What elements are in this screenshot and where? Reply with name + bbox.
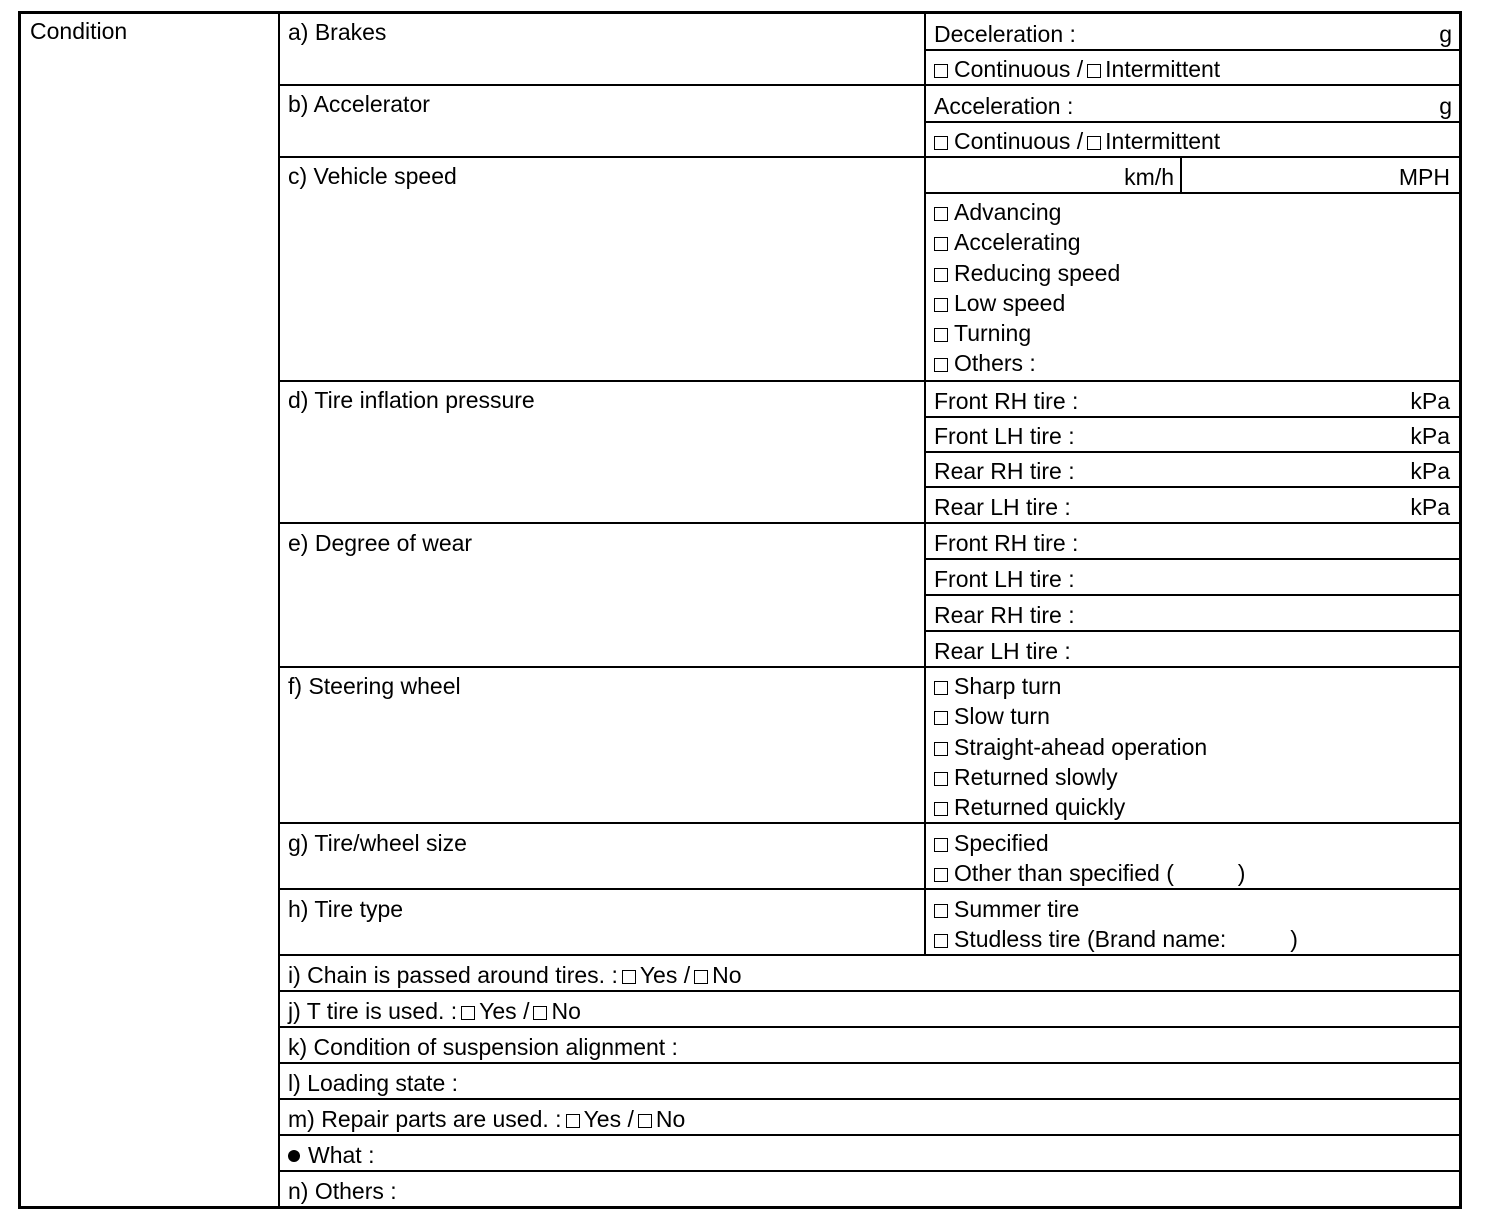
vehicle-speed-options <box>934 199 1120 381</box>
row-divider <box>278 888 1460 890</box>
speed-mph-field[interactable]: MPH <box>1398 164 1450 190</box>
checkbox[interactable] <box>934 904 948 918</box>
option-reducing-speed[interactable] <box>934 260 1120 290</box>
option-low-speed[interactable] <box>934 290 1120 320</box>
checkbox[interactable] <box>934 934 948 948</box>
option-label: Others : <box>954 350 1036 377</box>
sub-row-divider <box>924 49 1460 51</box>
option-label: Turning <box>954 320 1032 347</box>
option-label: Other than specified ( ) <box>954 860 1246 887</box>
t-tire-no-checkbox[interactable] <box>533 1006 547 1020</box>
pressure-unit: kPa <box>1410 494 1450 520</box>
sub-row-divider <box>924 558 1460 560</box>
checkbox[interactable] <box>934 838 948 852</box>
wheel-size-label: g) Tire/wheel size <box>288 830 467 856</box>
checkbox[interactable] <box>934 802 948 816</box>
accelerator-label: b) Accelerator <box>288 91 430 117</box>
repair-yes-checkbox[interactable] <box>566 1114 580 1128</box>
option-returned-slowly[interactable] <box>934 764 1207 794</box>
column-divider <box>278 11 280 1209</box>
checkbox[interactable] <box>934 358 948 372</box>
no-label: No <box>712 962 742 988</box>
pressure-unit: kPa <box>1410 423 1450 449</box>
intermittent-label: Intermittent <box>1105 128 1221 154</box>
option-label: Sharp turn <box>954 673 1062 699</box>
checkbox[interactable] <box>934 268 948 282</box>
option-advancing[interactable] <box>934 199 1120 229</box>
pressure-rear-lh[interactable]: Rear LH tire : <box>934 494 1071 520</box>
option-label: Advancing <box>954 199 1062 225</box>
intermittent-label: Intermittent <box>1105 56 1221 82</box>
no-label: No <box>655 1106 686 1132</box>
continuous-checkbox[interactable] <box>934 136 948 150</box>
t-tire-row <box>288 998 581 1024</box>
row-divider <box>278 1026 1460 1028</box>
row-divider <box>278 380 1460 382</box>
sub-row-divider <box>924 121 1460 123</box>
checkbox[interactable] <box>934 237 948 251</box>
vehicle-speed-label: c) Vehicle speed <box>288 163 457 189</box>
yes-label: Yes / <box>639 962 691 988</box>
brakes-label: a) Brakes <box>288 19 387 45</box>
no-label: No <box>551 998 581 1024</box>
acceleration-label: Acceleration : <box>934 93 1074 119</box>
row-divider <box>278 666 1460 668</box>
steering-label: f) Steering wheel <box>288 673 461 699</box>
repair-row <box>288 1106 685 1132</box>
option-others[interactable] <box>934 350 1120 380</box>
checkbox[interactable] <box>934 207 948 221</box>
loading-state-field[interactable]: l) Loading state : <box>288 1070 459 1096</box>
tire-type-label: h) Tire type <box>288 896 404 922</box>
option-label: Straight-ahead operation <box>954 733 1208 760</box>
row-divider <box>278 990 1460 992</box>
option-label: Returned slowly <box>954 763 1118 790</box>
column-divider <box>924 11 926 955</box>
chain-row <box>288 962 742 988</box>
option-summer-tire[interactable] <box>934 896 1298 926</box>
checkbox[interactable] <box>934 681 948 695</box>
option-specified[interactable] <box>934 830 1245 860</box>
option-label: Low speed <box>954 289 1066 316</box>
t-tire-yes-checkbox[interactable] <box>461 1006 475 1020</box>
continuous-checkbox[interactable] <box>934 64 948 78</box>
what-label: What : <box>308 1142 375 1168</box>
intermittent-checkbox[interactable] <box>1087 64 1101 78</box>
option-label: Reducing speed <box>954 259 1121 286</box>
intermittent-checkbox[interactable] <box>1087 136 1101 150</box>
acceleration-unit: g <box>1439 93 1452 119</box>
option-accelerating[interactable] <box>934 229 1120 259</box>
condition-label: Condition <box>30 18 128 44</box>
checkbox[interactable] <box>934 868 948 882</box>
steering-options <box>934 673 1207 824</box>
checkbox[interactable] <box>934 711 948 725</box>
continuous-label: Continuous / <box>954 128 1084 154</box>
bullet-icon <box>288 1150 300 1162</box>
pressure-front-lh[interactable]: Front LH tire : <box>934 423 1075 449</box>
tire-pressure-label: d) Tire inflation pressure <box>288 387 535 413</box>
condition-table <box>18 11 1462 1209</box>
yes-label: Yes / <box>479 998 530 1024</box>
checkbox[interactable] <box>934 298 948 312</box>
sub-row-divider <box>924 486 1460 488</box>
acceleration-field[interactable] <box>934 93 1073 119</box>
option-slow-turn[interactable] <box>934 703 1207 733</box>
others-field[interactable]: n) Others : <box>288 1178 397 1204</box>
deceleration-unit: g <box>1439 21 1452 47</box>
tire-type-options <box>934 896 1298 957</box>
what-field[interactable] <box>288 1142 374 1168</box>
option-other-than-specified[interactable] <box>934 860 1245 890</box>
deceleration-label: Deceleration : <box>934 21 1076 47</box>
option-label: Slow turn <box>954 703 1050 730</box>
option-label: Studless tire (Brand name: ) <box>954 926 1298 953</box>
option-straight-ahead[interactable] <box>934 734 1207 764</box>
brakes-mode <box>934 56 1220 82</box>
speed-unit-divider <box>1180 157 1182 193</box>
option-returned-quickly[interactable] <box>934 794 1207 824</box>
yes-label: Yes / <box>583 1106 634 1132</box>
deceleration-field[interactable] <box>934 21 1076 47</box>
row-divider <box>278 1134 1460 1136</box>
repair-label: m) Repair parts are used. : <box>288 1106 562 1132</box>
row-divider <box>278 1170 1460 1172</box>
pressure-unit: kPa <box>1410 458 1450 484</box>
repair-no-checkbox[interactable] <box>638 1114 652 1128</box>
row-divider <box>278 1062 1460 1064</box>
row-divider <box>278 522 1460 524</box>
row-divider <box>278 84 1460 86</box>
pressure-rear-rh[interactable]: Rear RH tire : <box>934 458 1075 484</box>
wear-rear-rh[interactable]: Rear RH tire : <box>934 602 1075 628</box>
wheel-size-options <box>934 830 1245 891</box>
suspension-field[interactable]: k) Condition of suspension alignment : <box>288 1034 678 1060</box>
t-tire-label: j) T tire is used. : <box>288 998 458 1024</box>
chain-label: i) Chain is passed around tires. : <box>288 962 618 988</box>
sub-row-divider <box>924 630 1460 632</box>
chain-no-checkbox[interactable] <box>694 970 708 984</box>
sub-row-divider <box>924 594 1460 596</box>
checkbox[interactable] <box>934 328 948 342</box>
row-divider <box>278 156 1460 158</box>
row-divider <box>278 822 1460 824</box>
chain-yes-checkbox[interactable] <box>622 970 636 984</box>
accelerator-mode <box>934 128 1220 154</box>
option-label: Summer tire <box>954 896 1080 922</box>
speed-kmh-field[interactable]: km/h <box>1124 164 1174 190</box>
option-label: Accelerating <box>954 229 1081 256</box>
checkbox[interactable] <box>934 742 948 756</box>
option-turning[interactable] <box>934 320 1120 350</box>
checkbox[interactable] <box>934 772 948 786</box>
wear-label: e) Degree of wear <box>288 530 473 556</box>
continuous-label: Continuous / <box>954 56 1084 82</box>
sub-row-divider <box>924 416 1460 418</box>
sub-row-divider <box>924 451 1460 453</box>
wear-rear-lh[interactable]: Rear LH tire : <box>934 638 1071 664</box>
option-label: Specified <box>954 830 1049 856</box>
sub-row-divider <box>924 192 1460 194</box>
wear-front-rh[interactable]: Front RH tire : <box>934 530 1079 556</box>
option-studless-tire[interactable] <box>934 926 1298 956</box>
pressure-unit: kPa <box>1410 388 1450 414</box>
row-divider <box>278 1098 1460 1100</box>
pressure-front-rh[interactable]: Front RH tire : <box>934 388 1079 414</box>
option-label: Returned quickly <box>954 794 1126 821</box>
option-sharp-turn[interactable] <box>934 673 1207 703</box>
wear-front-lh[interactable]: Front LH tire : <box>934 566 1075 592</box>
